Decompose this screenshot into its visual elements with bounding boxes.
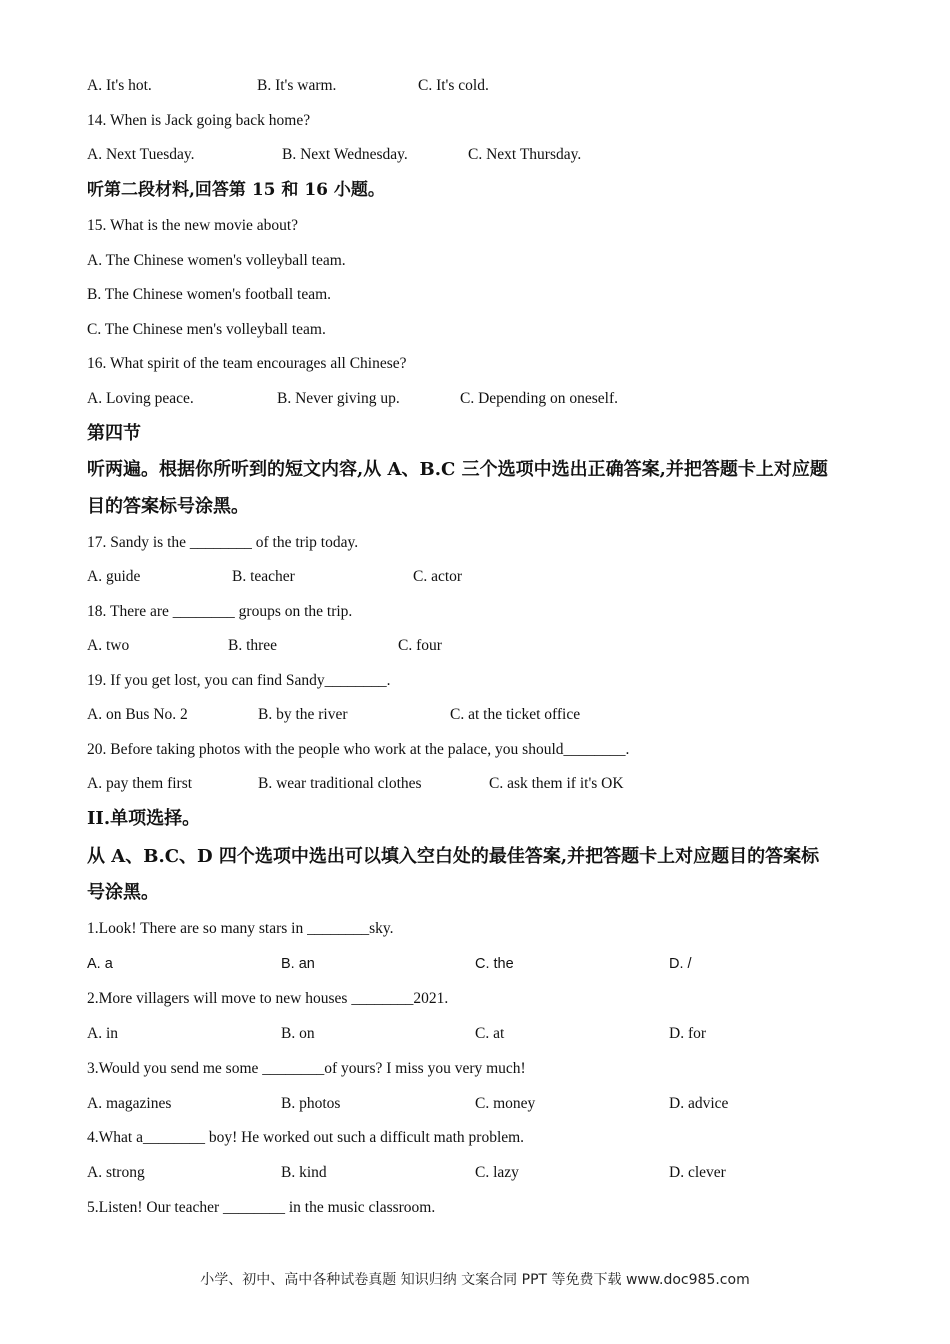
q4-option-c: C. lazy xyxy=(475,1164,519,1181)
q16-option-b: B. Never giving up. xyxy=(277,390,400,407)
q2-option-a: A. in xyxy=(87,1025,118,1042)
q20-option-b: B. wear traditional clothes xyxy=(258,775,422,792)
q14-option-a: A. Next Tuesday. xyxy=(87,146,195,163)
q3-option-d: D. advice xyxy=(669,1095,729,1112)
q19-option-a: A. on Bus No. 2 xyxy=(87,706,188,723)
q16-option-c: C. Depending on oneself. xyxy=(460,390,618,407)
q3-option-c: C. money xyxy=(475,1095,536,1112)
q15-option-c: C. The Chinese men's volleyball team. xyxy=(87,321,326,338)
question-5: 5.Listen! Our teacher ________ in the music classroom. xyxy=(87,1199,436,1216)
q4-option-a: A. strong xyxy=(87,1164,145,1181)
section4-instruction-line2: 目的答案标号涂黑。 xyxy=(87,496,249,517)
q2-option-d: D. for xyxy=(669,1025,707,1042)
part2-title: II.单项选择。 xyxy=(87,808,201,829)
q1-option-c: C. the xyxy=(475,956,514,972)
question-16: 16. What spirit of the team encourages all Chinese? xyxy=(87,355,407,372)
q13-option-a: A. It's hot. xyxy=(87,77,152,94)
question-18: 18. There are ________ groups on the trip. xyxy=(87,603,353,620)
q1-option-a: A. a xyxy=(87,956,113,972)
q14-option-b: B. Next Wednesday. xyxy=(282,146,408,163)
q4-option-d: D. clever xyxy=(669,1164,726,1181)
q15-option-b: B. The Chinese women's football team. xyxy=(87,286,332,303)
q20-option-c: C. ask them if it's OK xyxy=(489,775,624,792)
question-3: 3.Would you send me some ________of yours? I miss you very much! xyxy=(87,1060,526,1077)
q16-option-a: A. Loving peace. xyxy=(87,390,194,407)
question-17: 17. Sandy is the ________ of the trip today. xyxy=(87,534,359,551)
page-footer: 小学、初中、高中各种试卷真题 知识归纳 文案合同 PPT 等免费下载 www.doc985.com xyxy=(200,1272,750,1288)
q14-option-c: C. Next Thursday. xyxy=(468,146,582,163)
question-15: 15. What is the new movie about? xyxy=(87,217,299,234)
question-2: 2.More villagers will move to new houses ________2021. xyxy=(87,990,449,1007)
question-4: 4.What a________ boy! He worked out such a difficult math problem. xyxy=(87,1129,525,1146)
q17-option-a: A. guide xyxy=(87,568,141,585)
section2-heading: 听第二段材料,回答第 15 和 16 小题。 xyxy=(87,180,385,200)
q1-option-d: D. / xyxy=(669,956,692,972)
q13-option-b: B. It's warm. xyxy=(257,77,337,94)
question-19: 19. If you get lost, you can find Sandy________. xyxy=(87,672,391,689)
q15-option-a: A. The Chinese women's volleyball team. xyxy=(87,252,346,269)
q3-option-a: A. magazines xyxy=(87,1095,172,1112)
question-1: 1.Look! There are so many stars in ________sky. xyxy=(87,920,394,937)
q17-option-c: C. actor xyxy=(413,568,463,585)
section4-instruction-line1: 听两遍。根据你所听到的短文内容,从 A、B.C 三个选项中选出正确答案,并把答题卡上对应题 xyxy=(87,459,828,480)
q17-option-b: B. teacher xyxy=(232,568,295,585)
q20-option-a: A. pay them first xyxy=(87,775,193,792)
part2-instruction-line1: 从 A、B.C、D 四个选项中选出可以填入空白处的最佳答案,并把答题卡上对应题目的答案标 xyxy=(87,846,820,867)
section4-title: 第四节 xyxy=(87,423,141,444)
q19-option-c: C. at the ticket office xyxy=(450,706,581,723)
q18-option-b: B. three xyxy=(228,637,278,654)
q2-option-c: C. at xyxy=(475,1025,505,1042)
part2-instruction-line2: 号涂黑。 xyxy=(87,882,159,903)
q3-option-b: B. photos xyxy=(281,1095,341,1112)
q18-option-a: A. two xyxy=(87,637,130,654)
question-14: 14. When is Jack going back home? xyxy=(87,112,311,129)
q13-option-c: C. It's cold. xyxy=(418,77,489,94)
q2-option-b: B. on xyxy=(281,1025,315,1042)
q4-option-b: B. kind xyxy=(281,1164,327,1181)
question-20: 20. Before taking photos with the people who work at the palace, you should________. xyxy=(87,741,630,758)
q18-option-c: C. four xyxy=(398,637,442,654)
q1-option-b: B. an xyxy=(281,956,315,972)
q19-option-b: B. by the river xyxy=(258,706,348,723)
